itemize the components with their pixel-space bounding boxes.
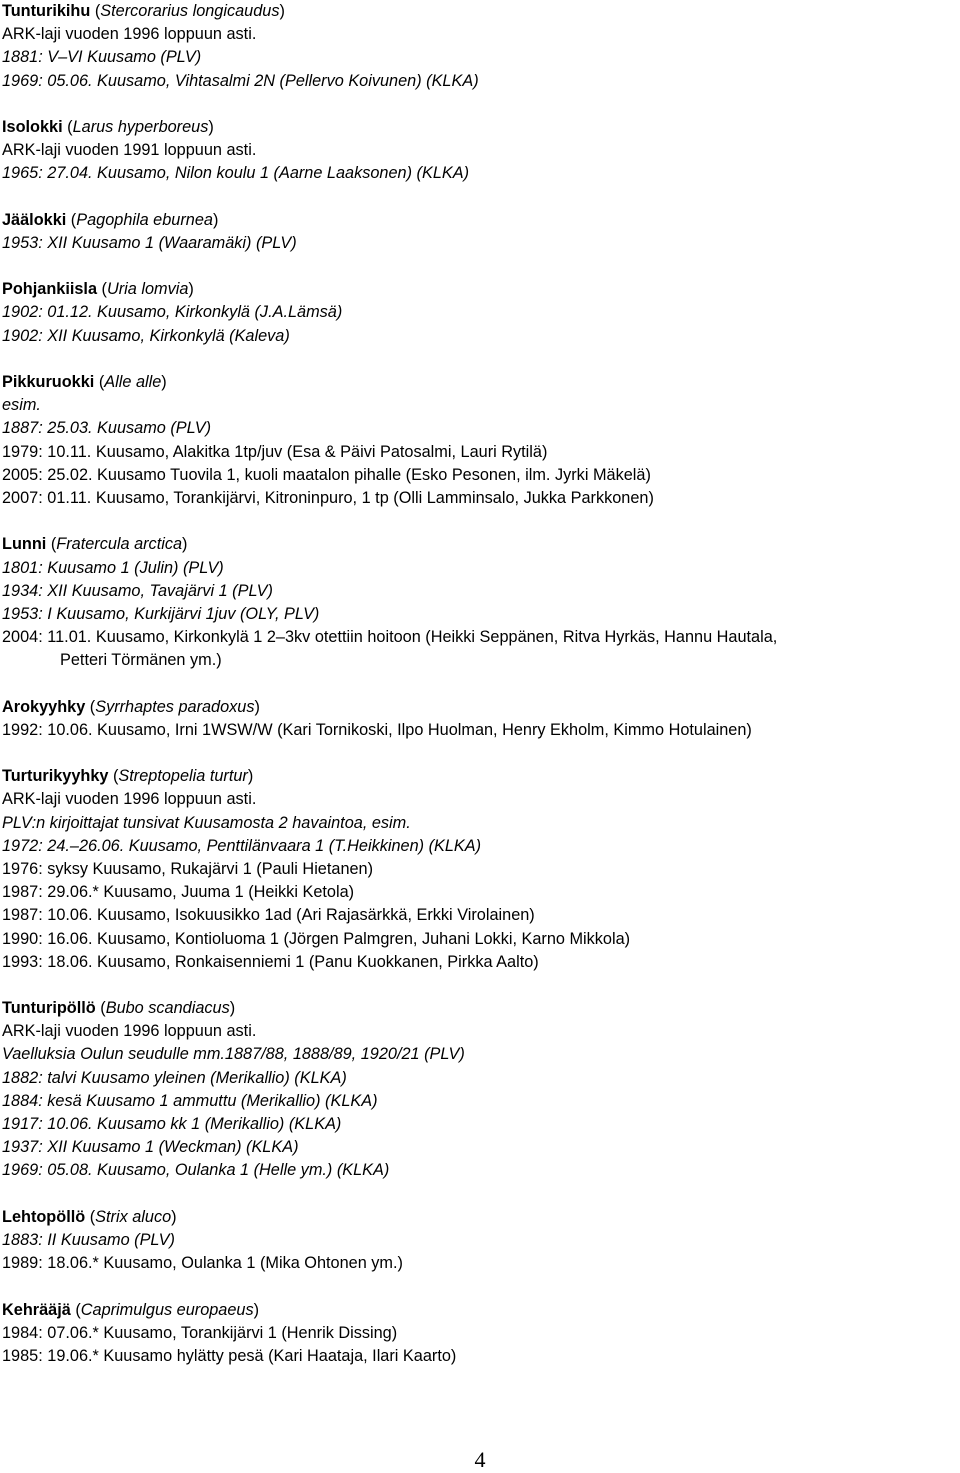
record-line: ARK-laji vuoden 1991 loppuun asti. [2, 141, 257, 160]
species-heading: Lunni (Fratercula arctica) [2, 535, 188, 554]
document-body [2, 0, 957, 1391]
species-heading: Pikkuruokki (Alle alle) [2, 373, 167, 391]
latin-name: Syrrhaptes paradoxus [95, 697, 255, 716]
record-line: 1969: 05.08. Kuusamo, Oulanka 1 (Helle ym.) (KLKA) [2, 1161, 390, 1180]
species-name: Turturikyyhky [2, 767, 109, 786]
species-section [2, 371, 957, 510]
record-line: 1992: 10.06. Kuusamo, Irni 1WSW/W (Kari Tornikoski, Ilpo Huolman, Henry Ekholm, Kimmo Hotulainen) [2, 720, 752, 739]
latin-name: Alle alle [104, 373, 162, 391]
record-line: ARK-laji vuoden 1996 loppuun asti. [2, 790, 257, 809]
record-line: 1881: V–VI Kuusamo (PLV) [2, 48, 202, 67]
record-line: 1979: 10.11. Kuusamo, Alakitka 1tp/juv (Esa & Päivi Patosalmi, Lauri Rytilä) [2, 442, 548, 461]
species-heading: Pohjankiisla (Uria lomvia) [2, 280, 194, 299]
species-section [2, 1299, 957, 1369]
species-name: Tunturipöllö [2, 999, 96, 1018]
record-line: 1993: 18.06. Kuusamo, Ronkaisenniemi 1 (Panu Kuokkanen, Pirkka Aalto) [2, 952, 539, 971]
record-line: esim. [2, 396, 41, 415]
record-line: ARK-laji vuoden 1996 loppuun asti. [2, 1022, 257, 1041]
record-line: 1990: 16.06. Kuusamo, Kontioluoma 1 (Jörgen Palmgren, Juhani Lokki, Karno Mikkola) [2, 929, 631, 948]
species-name: Isolokki [2, 117, 63, 136]
record-line: 1902: 01.12. Kuusamo, Kirkonkylä (J.A.Lämsä) [2, 303, 343, 322]
record-line: 1953: I Kuusamo, Kurkijärvi 1juv (OLY, PLV) [2, 604, 320, 623]
species-name: Pohjankiisla [2, 280, 98, 299]
record-line: 1883: II Kuusamo (PLV) [2, 1230, 175, 1249]
record-line: 2007: 01.11. Kuusamo, Torankijärvi, Kitroninpuro, 1 tp (Olli Lamminsalo, Jukka Parkkonen) [2, 488, 654, 507]
record-line: Vaelluksia Oulun seudulle mm.1887/88, 1888/89, 1920/21 (PLV) [2, 1045, 465, 1064]
species-heading: Arokyyhky (Syrrhaptes paradoxus) [2, 697, 260, 716]
record-line: 1987: 10.06. Kuusamo, Isokuusikko 1ad (Ari Rajasärkkä, Erkki Virolainen) [2, 906, 535, 925]
record-line: 1953: XII Kuusamo 1 (Waaramäki) (PLV) [2, 233, 297, 252]
record-line: 1934: XII Kuusamo, Tavajärvi 1 (PLV) [2, 581, 273, 600]
record-line: 1984: 07.06.* Kuusamo, Torankijärvi 1 (Henrik Dissing) [2, 1323, 398, 1342]
species-section [2, 209, 957, 255]
latin-name: Fratercula arctica [56, 535, 183, 554]
record-line: 2005: 25.02. Kuusamo Tuovila 1, kuoli maatalon pihalle (Esko Pesonen, ilm. Jyrki Mäkelä) [2, 465, 651, 484]
species-section [2, 765, 957, 974]
record-line: ARK-laji vuoden 1996 loppuun asti. [2, 25, 257, 44]
latin-name: Strix aluco [95, 1207, 172, 1226]
species-heading: Isolokki (Larus hyperboreus) [2, 117, 214, 136]
latin-name: Uria lomvia [106, 280, 189, 299]
latin-name: Caprimulgus europaeus [80, 1300, 254, 1319]
species-section [2, 1206, 957, 1276]
latin-name: Stercorarius longicaudus [100, 2, 280, 20]
latin-name: Bubo scandiacus [105, 999, 230, 1018]
species-name: Arokyyhky [2, 697, 86, 716]
record-line: 1965: 27.04. Kuusamo, Nilon koulu 1 (Aarne Laaksonen) (KLKA) [2, 164, 470, 183]
record-line: 1801: Kuusamo 1 (Julin) (PLV) [2, 558, 224, 577]
record-line: 1987: 29.06.* Kuusamo, Juuma 1 (Heikki Ketola) [2, 883, 355, 902]
species-name: Lunni [2, 535, 47, 554]
species-heading: Lehtopöllö (Strix aluco) [2, 1207, 177, 1226]
record-line: 1884: kesä Kuusamo 1 ammuttu (Merikallio) (KLKA) [2, 1091, 378, 1110]
record-line: 1985: 19.06.* Kuusamo hylätty pesä (Kari Haataja, Ilari Kaarto) [2, 1346, 457, 1365]
species-name: Kehrääjä [2, 1300, 71, 1319]
record-line: 2004: 11.01. Kuusamo, Kirkonkylä 1 2–3kv otettiin hoitoon (Heikki Seppänen, Ritva Hyrkäs, Hannu Hautala, [2, 628, 778, 647]
record-line: 1937: XII Kuusamo 1 (Weckman) (KLKA) [2, 1138, 299, 1157]
species-heading: Tunturikihu (Stercorarius longicaudus) [2, 2, 285, 20]
latin-name: Streptopelia turtur [118, 767, 248, 786]
species-name: Tunturikihu [2, 2, 91, 20]
record-line: 1969: 05.06. Kuusamo, Vihtasalmi 2N (Pellervo Koivunen) (KLKA) [2, 71, 479, 90]
species-heading: Turturikyyhky (Streptopelia turtur) [2, 767, 254, 786]
species-section [2, 278, 957, 348]
species-heading: Tunturipöllö (Bubo scandiacus) [2, 999, 236, 1018]
species-heading: Jäälokki (Pagophila eburnea) [2, 210, 219, 229]
record-line: PLV:n kirjoittajat tunsivat Kuusamosta 2 havaintoa, esim. [2, 813, 411, 832]
record-line: 1882: talvi Kuusamo yleinen (Merikallio) (KLKA) [2, 1068, 347, 1087]
species-heading: Kehrääjä (Caprimulgus europaeus) [2, 1300, 260, 1319]
species-name: Lehtopöllö [2, 1207, 86, 1226]
latin-name: Pagophila eburnea [76, 210, 213, 229]
record-line: 1887: 25.03. Kuusamo (PLV) [2, 419, 212, 438]
record-line: 1989: 18.06.* Kuusamo, Oulanka 1 (Mika Ohtonen ym.) [2, 1254, 403, 1273]
record-line: 1972: 24.–26.06. Kuusamo, Penttilänvaara 1 (T.Heikkinen) (KLKA) [2, 836, 482, 855]
record-line: Petteri Törmänen ym.) [60, 651, 222, 670]
species-section [2, 0, 957, 93]
record-line: 1917: 10.06. Kuusamo kk 1 (Merikallio) (KLKA) [2, 1115, 342, 1133]
species-section [2, 533, 957, 672]
page-number: 4 [474, 1447, 486, 1472]
species-section [2, 997, 957, 1183]
species-name: Pikkuruokki [2, 373, 95, 391]
latin-name: Larus hyperboreus [72, 117, 209, 136]
species-section [2, 116, 957, 186]
species-section [2, 696, 957, 742]
record-line: 1976: syksy Kuusamo, Rukajärvi 1 (Pauli Hietanen) [2, 859, 374, 878]
record-line: 1902: XII Kuusamo, Kirkonkylä (Kaleva) [2, 326, 290, 345]
species-name: Jäälokki [2, 210, 67, 229]
